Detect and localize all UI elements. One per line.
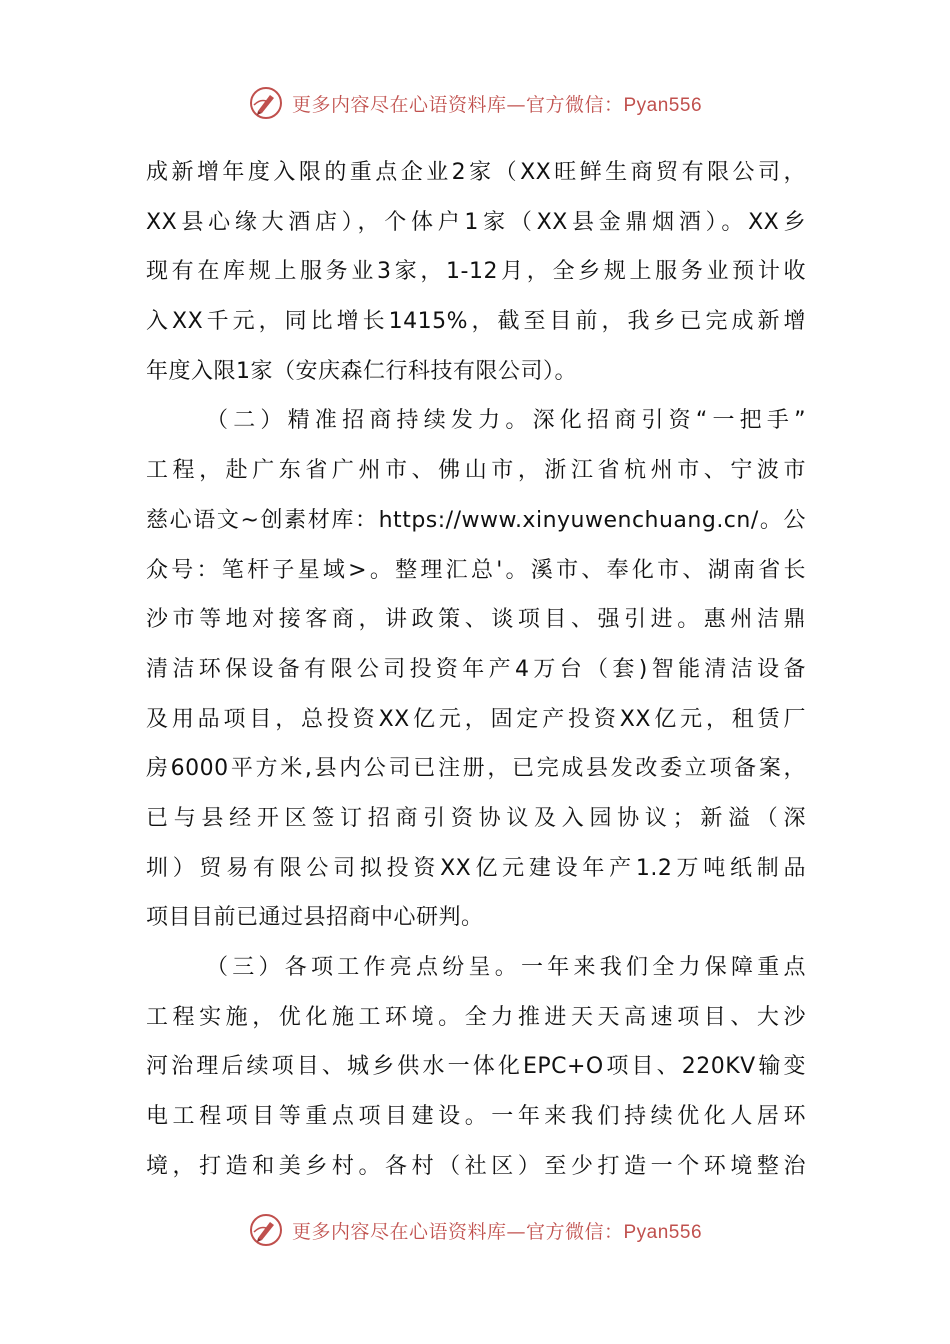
text-line: 河治理后续项目、城乡供水一体化EPC+O项目、220KV输变 xyxy=(146,1054,806,1080)
pen-logo-icon xyxy=(248,1212,284,1248)
banner-text: 更多内容尽在心语资料库—官方微信：Pyan556 xyxy=(291,93,703,116)
text-line: 工程实施，优化施工环境。全力推进天天高速项目、大沙 xyxy=(146,1004,806,1030)
text-line: 年度入限1家（安庆森仁行科技有限公司）。 xyxy=(146,358,577,384)
text-line: 慈心语文~创素材库：https://www.xinyuwenchuang.cn/。公 xyxy=(146,507,806,533)
text-line: 工程，赴广东省广州市、佛山市，浙江省杭州市、宁波市 xyxy=(146,458,806,484)
text-line: 众号：笔杆子星域>。整理汇总'。溪市、奉化市、湖南省长 xyxy=(146,557,806,583)
text-line: 圳）贸易有限公司拟投资XX亿元建设年产1.2万吨纸制品 xyxy=(146,855,806,881)
text-line: 境，打造和美乡村。各村（社区）至少打造一个环境整治 xyxy=(146,1153,806,1179)
banner-text: 更多内容尽在心语资料库—官方微信：Pyan556 xyxy=(291,1220,703,1243)
text-line: 沙市等地对接客商，讲政策、谈项目、强引进。惠州洁鼎 xyxy=(146,607,806,633)
document-body xyxy=(146,148,806,1188)
text-line: 已与县经开区签订招商引资协议及入园协议；新溢（深 xyxy=(146,805,806,831)
text-line: 入XX千元，同比增长1415%，截至目前，我乡已完成新增 xyxy=(146,309,806,335)
text-line: 项目目前已通过县招商中心研判。 xyxy=(146,905,484,931)
text-line: 及用品项目，总投资XX亿元，固定产投资XX亿元，租赁厂 xyxy=(146,706,806,732)
footer-banner xyxy=(0,1210,950,1250)
text-line: 电工程项目等重点项目建设。一年来我们持续优化人居环 xyxy=(146,1104,806,1130)
section-heading-line: （二）精准招商持续发力。深化招商引资“一把手” xyxy=(206,408,806,434)
section-heading-line: （三）各项工作亮点纷呈。一年来我们全力保障重点 xyxy=(206,955,806,980)
text-line: 成新增年度入限的重点企业2家（XX旺鲜生商贸有限公司， xyxy=(146,160,806,185)
text-line: 清洁环保设备有限公司投资年产4万台（套)智能清洁设备 xyxy=(146,656,806,682)
pen-logo-icon xyxy=(248,85,284,121)
text-line: XX县心缘大酒店），个体户1家（XX县金鼎烟酒）。XX乡 xyxy=(146,209,806,235)
text-line: 房6000平方米,县内公司已注册，已完成县发改委立项备案， xyxy=(146,756,806,782)
header-banner xyxy=(0,83,950,123)
text-line: 现有在库规上服务业3家，1-12月，全乡规上服务业预计收 xyxy=(146,259,806,285)
